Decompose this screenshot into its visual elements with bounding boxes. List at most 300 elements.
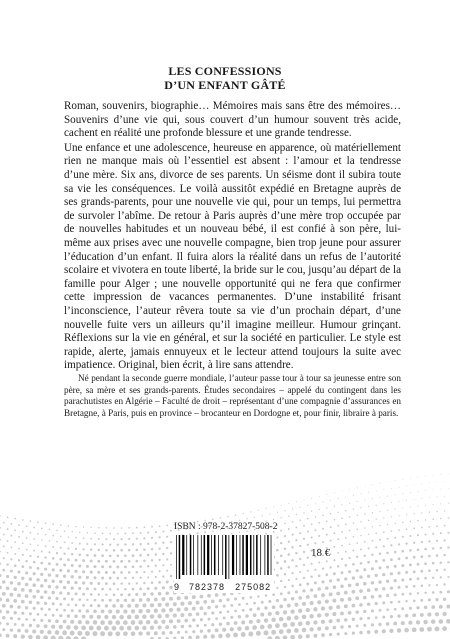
pattern-dot — [64, 542, 66, 544]
pattern-dot — [409, 535, 411, 537]
pattern-dot — [89, 615, 93, 619]
pattern-dot — [356, 556, 358, 558]
pattern-dot — [345, 524, 347, 526]
pattern-dot — [151, 526, 153, 528]
pattern-dot — [112, 604, 116, 608]
pattern-dot — [64, 530, 66, 532]
pattern-dot — [131, 598, 135, 602]
pattern-dot — [147, 587, 150, 590]
pattern-dot — [284, 523, 286, 525]
pattern-dot — [173, 602, 177, 606]
pattern-dot — [322, 502, 323, 503]
pattern-dot — [380, 497, 381, 498]
pattern-dot — [281, 505, 282, 506]
pattern-dot — [106, 527, 107, 528]
pattern-dot — [310, 588, 313, 591]
pattern-dot — [326, 507, 327, 508]
pattern-dot — [303, 551, 305, 553]
pattern-dot — [13, 634, 17, 638]
pattern-dot — [143, 537, 145, 539]
pattern-dot — [300, 507, 301, 508]
pattern-dot — [409, 593, 412, 596]
pattern-dot — [268, 612, 272, 616]
pattern-dot — [3, 557, 5, 559]
pattern-dot — [395, 494, 396, 495]
pattern-dot — [14, 518, 16, 520]
pattern-dot — [352, 563, 355, 566]
pattern-dot — [245, 614, 249, 618]
pattern-dot — [341, 571, 344, 574]
pattern-dot — [211, 611, 214, 614]
pattern-dot — [25, 571, 28, 574]
pattern-dot — [405, 557, 408, 560]
pattern-dot — [429, 512, 430, 513]
pattern-dot — [29, 601, 33, 605]
pattern-dot — [128, 593, 131, 596]
pattern-dot — [321, 633, 325, 637]
pattern-dot — [192, 618, 195, 621]
pattern-dot — [71, 598, 74, 601]
pattern-dot — [220, 517, 222, 519]
pattern-dot — [17, 582, 21, 586]
pattern-dot — [6, 634, 10, 638]
pattern-dot — [82, 581, 85, 584]
pattern-dot — [204, 612, 207, 615]
pattern-dot — [136, 582, 138, 584]
pattern-dot — [402, 522, 403, 523]
pattern-dot — [169, 608, 173, 612]
pattern-dot — [272, 605, 276, 609]
pattern-dot — [78, 609, 81, 612]
pattern-dot — [97, 582, 100, 585]
pattern-dot — [329, 592, 333, 596]
pattern-dot — [291, 572, 293, 574]
pattern-dot — [429, 526, 431, 528]
pattern-dot — [120, 593, 123, 596]
pattern-dot — [97, 571, 100, 574]
pattern-dot — [299, 558, 301, 560]
pattern-dot — [120, 571, 123, 574]
pattern-dot — [10, 593, 14, 597]
pattern-dot — [299, 519, 301, 521]
pattern-dot — [74, 581, 77, 584]
pattern-dot — [447, 546, 449, 548]
pattern-dot — [318, 574, 321, 577]
pattern-dot — [307, 531, 309, 533]
pattern-dot — [123, 631, 128, 636]
pattern-dot — [151, 582, 154, 585]
pattern-dot — [345, 497, 346, 498]
pattern-dot — [432, 533, 434, 535]
pattern-dot — [398, 515, 399, 516]
pattern-dot — [447, 576, 449, 578]
pattern-dot — [166, 558, 168, 560]
pattern-dot — [440, 532, 442, 534]
barcode-digit-first: 9 — [174, 582, 180, 592]
pattern-dot — [161, 597, 165, 601]
pattern-dot — [230, 616, 233, 619]
pattern-dot — [394, 551, 397, 554]
pattern-dot — [325, 586, 329, 590]
barcode-bars — [174, 535, 274, 579]
pattern-dot — [367, 561, 370, 564]
pattern-dot — [304, 499, 305, 500]
pattern-dot — [435, 598, 438, 601]
pattern-dot — [306, 621, 311, 626]
pattern-dot — [398, 529, 400, 531]
pattern-dot — [447, 532, 449, 534]
pattern-dot — [364, 555, 366, 557]
pattern-dot — [59, 614, 62, 617]
pattern-dot — [359, 631, 362, 634]
pattern-dot — [440, 561, 443, 564]
pattern-dot — [81, 625, 86, 630]
pattern-dot — [243, 513, 244, 514]
pattern-dot — [25, 606, 28, 609]
pattern-dot — [417, 506, 418, 507]
pattern-dot — [348, 597, 352, 601]
pattern-dot — [112, 626, 117, 631]
pattern-dot — [41, 539, 43, 541]
pattern-dot — [151, 537, 153, 539]
pattern-dot — [371, 595, 374, 598]
pattern-dot — [22, 519, 24, 521]
pattern-dot — [78, 564, 81, 567]
pattern-dot — [32, 583, 36, 587]
pattern-dot — [33, 572, 36, 575]
pattern-dot — [128, 582, 130, 584]
pattern-dot — [14, 623, 17, 626]
pattern-dot — [147, 532, 149, 534]
pattern-dot — [276, 561, 279, 564]
pattern-dot — [439, 591, 442, 594]
pattern-dot — [352, 550, 354, 552]
pattern-dot — [67, 547, 69, 549]
pattern-dot — [321, 580, 324, 583]
pattern-dot — [139, 565, 142, 568]
pattern-dot — [321, 620, 325, 624]
pattern-dot — [314, 594, 318, 598]
pattern-dot — [151, 571, 153, 573]
pattern-dot — [425, 519, 427, 521]
pattern-dot — [177, 631, 180, 634]
pattern-dot — [367, 617, 370, 620]
pattern-dot — [344, 577, 347, 580]
barcode-bar — [179, 535, 181, 579]
pattern-dot — [37, 521, 39, 523]
pattern-dot — [265, 594, 267, 596]
pattern-dot — [348, 611, 352, 615]
pattern-dot — [417, 592, 419, 594]
pattern-dot — [333, 572, 336, 575]
pattern-dot — [406, 514, 407, 515]
pattern-dot — [380, 483, 381, 484]
pattern-dot — [78, 587, 81, 590]
pattern-dot — [159, 570, 161, 572]
pattern-dot — [113, 593, 116, 596]
pattern-dot — [43, 635, 48, 639]
pattern-dot — [143, 571, 145, 573]
pattern-dot — [124, 533, 126, 535]
pattern-dot — [112, 615, 116, 619]
pattern-dot — [329, 606, 333, 610]
pattern-dot — [437, 496, 438, 497]
pattern-dot — [211, 623, 214, 626]
pattern-dot — [200, 606, 204, 610]
pattern-dot — [67, 581, 70, 584]
pattern-dot — [79, 554, 82, 557]
pattern-dot — [45, 545, 47, 547]
pattern-dot — [424, 577, 427, 580]
pattern-dot — [105, 571, 108, 574]
pattern-dot — [413, 556, 416, 559]
pattern-dot — [59, 603, 62, 606]
pattern-dot — [59, 591, 62, 594]
pattern-dot — [37, 544, 39, 546]
pattern-dot — [356, 542, 358, 544]
pattern-dot — [414, 499, 415, 500]
pattern-dot — [420, 613, 424, 617]
pattern-dot — [425, 533, 427, 535]
barcode-bar — [267, 535, 269, 575]
pattern-dot — [394, 608, 397, 611]
pattern-dot — [90, 559, 93, 562]
pattern-dot — [340, 585, 344, 589]
pattern-dot — [340, 611, 344, 615]
pattern-dot — [116, 577, 119, 580]
pattern-dot — [435, 612, 439, 616]
pattern-dot — [184, 619, 188, 623]
pattern-dot — [0, 574, 2, 577]
pattern-dot — [375, 532, 377, 534]
pattern-dot — [51, 636, 56, 639]
barcode-bar — [236, 535, 237, 575]
pattern-dot — [383, 517, 384, 518]
pattern-dot — [166, 525, 168, 527]
pattern-dot — [352, 576, 355, 579]
pattern-dot — [443, 554, 445, 556]
pattern-dot — [294, 615, 299, 620]
pattern-dot — [318, 535, 320, 537]
pattern-dot — [90, 549, 92, 551]
pattern-dot — [166, 547, 168, 549]
barcode-bar — [232, 535, 234, 575]
pattern-dot — [276, 574, 279, 577]
pattern-dot — [0, 586, 2, 590]
pattern-dot — [245, 626, 250, 631]
pattern-dot — [52, 557, 55, 560]
pattern-dot — [329, 633, 332, 636]
pattern-dot — [139, 543, 141, 545]
pattern-dot — [158, 548, 160, 550]
pattern-dot — [30, 543, 32, 545]
pattern-dot — [349, 530, 351, 532]
pattern-dot — [309, 627, 313, 631]
pattern-dot — [2, 592, 6, 596]
pattern-dot — [402, 550, 405, 553]
pattern-dot — [90, 604, 93, 607]
pattern-dot — [444, 525, 446, 527]
pattern-dot — [63, 586, 66, 589]
pattern-dot — [142, 603, 146, 607]
pattern-dot — [401, 621, 405, 625]
pattern-dot — [364, 527, 366, 529]
pattern-dot — [132, 554, 135, 557]
pattern-dot — [196, 624, 199, 627]
pattern-dot — [329, 619, 333, 623]
pattern-dot — [71, 609, 74, 612]
pattern-dot — [329, 566, 331, 568]
pattern-dot — [284, 510, 285, 511]
pattern-dot — [416, 620, 420, 624]
pattern-dot — [295, 552, 297, 554]
pattern-dot — [405, 571, 408, 574]
pattern-dot — [367, 630, 371, 634]
pattern-dot — [78, 576, 81, 579]
pattern-dot — [147, 576, 149, 578]
pattern-dot — [17, 629, 21, 633]
pattern-dot — [311, 511, 312, 512]
pattern-dot — [329, 579, 332, 582]
pattern-dot — [32, 595, 36, 599]
pattern-dot — [438, 619, 443, 624]
pattern-dot — [234, 621, 238, 625]
pattern-dot — [356, 515, 357, 516]
pattern-dot — [420, 599, 423, 602]
pattern-dot — [52, 535, 54, 537]
pattern-dot — [105, 593, 107, 595]
pattern-dot — [6, 563, 8, 565]
pattern-dot — [295, 578, 297, 580]
pattern-dot — [299, 571, 301, 573]
pattern-dot — [21, 565, 24, 568]
pattern-dot — [288, 516, 289, 517]
barcode-bar — [242, 535, 244, 575]
pattern-dot — [59, 580, 62, 583]
pattern-dot — [296, 514, 297, 515]
pattern-dot — [440, 576, 442, 578]
pattern-dot — [442, 612, 446, 616]
pattern-dot — [184, 607, 188, 611]
pattern-dot — [348, 625, 351, 628]
pattern-dot — [433, 475, 434, 476]
pattern-dot — [292, 508, 293, 509]
pattern-dot — [287, 591, 290, 594]
pattern-dot — [299, 532, 301, 534]
pattern-dot — [363, 624, 366, 627]
pattern-dot — [360, 521, 362, 523]
pattern-dot — [288, 579, 290, 581]
pattern-dot — [44, 568, 47, 571]
pattern-dot — [417, 563, 420, 566]
pattern-dot — [143, 560, 146, 563]
pattern-dot — [375, 616, 378, 619]
pattern-dot — [132, 565, 135, 568]
pattern-dot — [315, 503, 316, 504]
pattern-dot — [398, 501, 399, 502]
pattern-dot — [334, 492, 335, 493]
pattern-dot — [29, 589, 33, 593]
pattern-dot — [431, 605, 435, 609]
pattern-dot — [394, 579, 397, 582]
pattern-dot — [363, 582, 367, 586]
pattern-dot — [371, 567, 374, 570]
pattern-dot — [154, 598, 158, 602]
pattern-dot — [211, 599, 215, 603]
pattern-dot — [75, 526, 77, 528]
pattern-dot — [33, 561, 36, 564]
pattern-dot — [52, 591, 55, 594]
pattern-dot — [410, 521, 411, 522]
summary-paragraph: Une enfance et une adolescence, heureuse en apparence, où matériellement rien ne manque mais où l’essentiel est absent : l’amour et la tendresse d’une mère. Six ans, divorce de ses parents. Un séisme dont il subira toute sa vie les conséquences. Le voilà aussitôt expédié en Bretagne auprès de ses grands-parents, pour une nouvelle vie qui, pour un temps, lui permettra de survoler l’abîme. De retour à Paris auprès d’une mère trop occupée par de nouvelles habitudes et un nouveau bébé, il est confié à son père, lui-même aux prises avec une nouvelle compagne, bien trop jeune pour assurer l’éducation d’un enfant. Il fuira alors la réalité dans un refus de l’autorité scolaire et vivotera en toute liberté, la bride sur le cou, jusqu’au départ de la famille pour Alger ; une nouvelle opportunité qui ne fera que confirmer cette impression de vacances permanentes. D’une instabilité frisant l’inconscience, l’auteur rêvera toute sa vie d’un prochain départ, d’une nouvelle fuite vers un ailleurs qu’il imagine meilleur. Humour grinçant. Réflexions sur la vie en général, et sur la société en particulier. Le style est rapide, alerte, jamais ennuyeux et le lecteur attend toujours la suite avec impatience. Original, bien écrit, à lire sans attendre. — [64, 141, 401, 372]
pattern-dot — [326, 494, 327, 495]
pattern-dot — [344, 604, 348, 608]
pattern-dot — [139, 554, 142, 557]
pattern-dot — [26, 537, 28, 539]
pattern-dot — [25, 560, 27, 562]
barcode-bar — [253, 535, 254, 575]
pattern-dot — [63, 609, 66, 612]
pattern-dot — [394, 537, 396, 539]
pattern-dot — [395, 480, 396, 481]
pattern-dot — [448, 488, 449, 489]
pattern-dot — [30, 520, 32, 522]
pattern-dot — [390, 572, 393, 575]
pattern-dot — [313, 634, 317, 638]
pattern-dot — [227, 516, 229, 518]
pattern-dot — [74, 570, 77, 573]
pattern-dot — [21, 634, 25, 638]
pattern-dot — [6, 610, 10, 614]
pattern-dot — [82, 615, 86, 619]
pattern-dot — [421, 483, 422, 484]
pattern-dot — [154, 631, 158, 635]
pattern-dot — [36, 601, 39, 604]
pattern-dot — [115, 631, 120, 636]
pattern-dot — [97, 615, 101, 619]
pattern-dot — [446, 605, 450, 609]
pattern-dot — [166, 536, 168, 538]
pattern-dot — [25, 583, 29, 587]
pattern-dot — [349, 503, 350, 504]
pattern-dot — [246, 603, 249, 606]
pattern-dot — [241, 632, 246, 637]
pattern-dot — [222, 593, 226, 597]
pattern-dot — [322, 567, 324, 569]
pattern-dot — [234, 610, 237, 613]
pattern-dot — [421, 498, 422, 499]
pattern-dot — [169, 631, 172, 634]
pattern-dot — [379, 609, 382, 612]
pattern-dot — [406, 486, 407, 487]
pattern-dot — [368, 534, 369, 535]
pattern-dot — [207, 629, 211, 633]
pattern-dot — [378, 566, 381, 569]
pattern-dot — [318, 562, 320, 564]
pattern-dot — [7, 528, 9, 530]
pattern-dot — [432, 577, 434, 579]
pattern-dot — [395, 523, 396, 524]
pattern-dot — [397, 614, 400, 617]
pattern-dot — [363, 610, 366, 613]
pattern-dot — [36, 635, 41, 639]
pattern-dot — [44, 624, 48, 628]
pattern-dot — [290, 635, 295, 639]
pattern-dot — [398, 543, 400, 545]
pattern-dot — [443, 583, 445, 585]
barcode-bar — [214, 535, 216, 575]
pattern-dot — [420, 555, 423, 558]
